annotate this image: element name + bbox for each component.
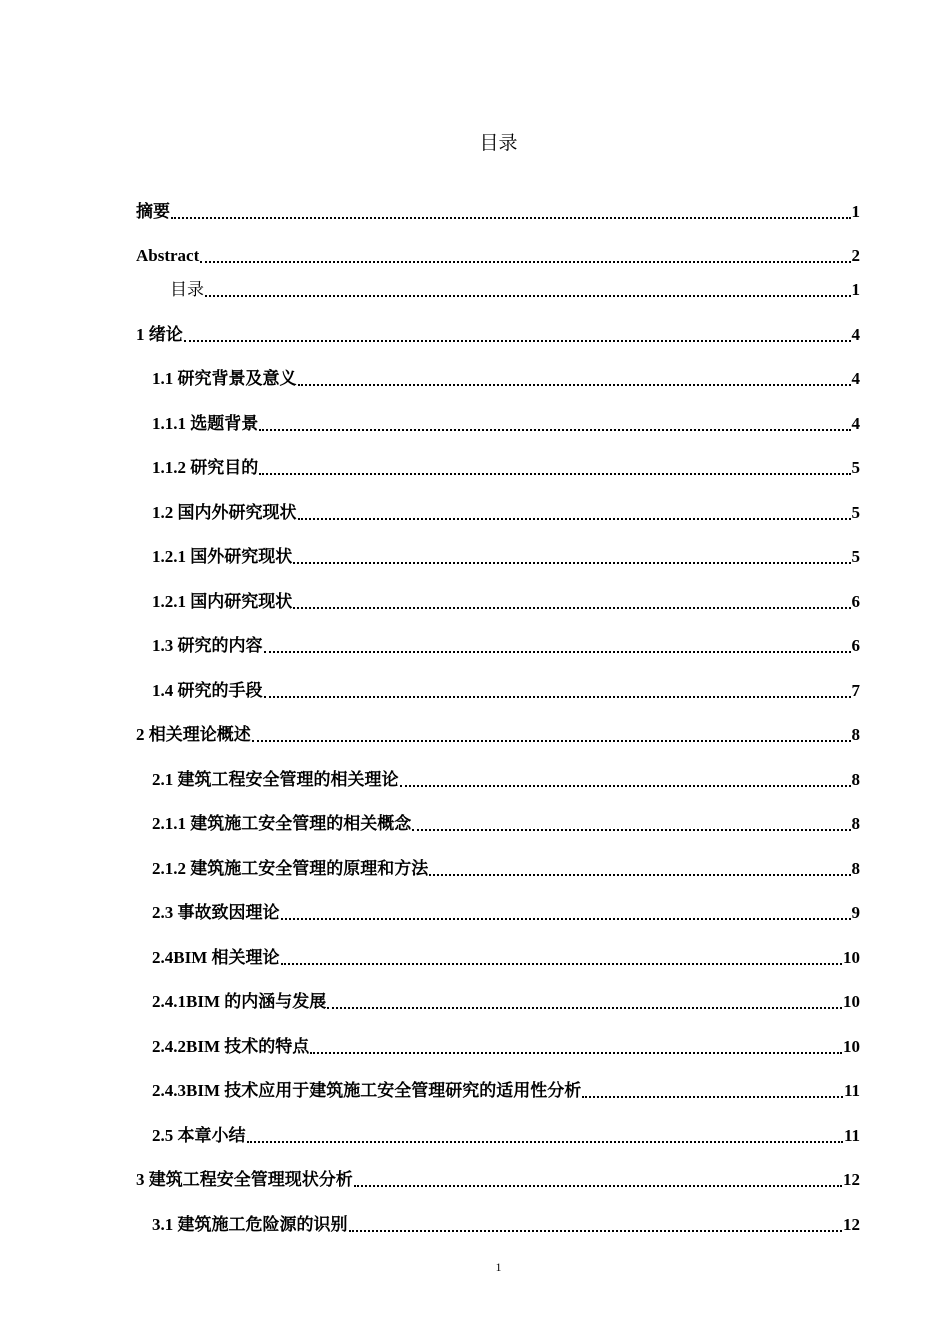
- toc-entry-label: 1.2.1 国内研究现状: [152, 592, 293, 611]
- toc-entry-page: 2: [851, 246, 860, 265]
- toc-entry-label: 1.2.1 国外研究现状: [152, 547, 293, 566]
- toc-entry-page: 12: [843, 1215, 860, 1234]
- dot-leader: [264, 696, 851, 698]
- toc-entry-label: 3.1 建筑施工危险源的识别: [152, 1215, 348, 1234]
- dot-leader: [293, 607, 850, 609]
- toc-entry-contents[interactable]: [170, 273, 860, 301]
- toc-entry-label: 2.4.2BIM 技术的特点: [152, 1037, 310, 1056]
- toc-entry-page: 8: [851, 814, 860, 833]
- toc-entry-1-1[interactable]: [152, 362, 860, 390]
- dot-leader: [281, 963, 843, 965]
- toc-entry-page: 6: [851, 636, 860, 655]
- toc-entry-2-3[interactable]: [152, 896, 860, 924]
- toc-entry-abstract-en[interactable]: [136, 239, 860, 267]
- toc-entry-1-3[interactable]: [152, 629, 860, 657]
- toc-entry-label: 1.1 研究背景及意义: [152, 369, 297, 388]
- toc-entry-page: 10: [843, 1037, 860, 1056]
- toc-entry-page: 5: [851, 458, 860, 477]
- toc-entry-page: 8: [851, 770, 860, 789]
- dot-leader: [400, 785, 851, 787]
- toc-entry-page: 4: [851, 369, 860, 388]
- dot-leader: [281, 918, 851, 920]
- toc-entry-label: 1.1.1 选题背景: [152, 414, 259, 433]
- toc-entry-page: 4: [851, 325, 860, 344]
- dot-leader: [264, 651, 851, 653]
- toc-entry-page: 6: [851, 592, 860, 611]
- toc-entry-1-2-1-domestic[interactable]: [152, 585, 860, 613]
- toc-entry-label: Abstract: [136, 246, 200, 265]
- toc-entry-label: 2.1.1 建筑施工安全管理的相关概念: [152, 814, 412, 833]
- toc-entry-page: 7: [851, 681, 860, 700]
- toc-entry-label: 目录: [170, 280, 204, 299]
- toc-entry-1-2[interactable]: [152, 496, 860, 524]
- toc-entry-3-1[interactable]: [152, 1208, 860, 1236]
- toc-entry-2-1-1[interactable]: [152, 807, 860, 835]
- dot-leader: [259, 473, 850, 475]
- dot-leader: [252, 740, 851, 742]
- toc-entry-label: 3 建筑工程安全管理现状分析: [136, 1170, 353, 1189]
- toc-entry-label: 1.2 国内外研究现状: [152, 503, 297, 522]
- toc-entry-page: 1: [851, 202, 860, 221]
- toc-entry-page: 11: [843, 1081, 860, 1100]
- toc-entry-label: 2.4BIM 相关理论: [152, 948, 280, 967]
- toc-entry-page: 5: [851, 503, 860, 522]
- dot-leader: [298, 384, 851, 386]
- toc-entry-label: 2.1.2 建筑施工安全管理的原理和方法: [152, 859, 429, 878]
- toc-entry-label: 2.4.1BIM 的内涵与发展: [152, 992, 327, 1011]
- dot-leader: [349, 1230, 843, 1232]
- toc-entry-2-4-1[interactable]: [152, 985, 860, 1013]
- toc-entry-page: 12: [843, 1170, 860, 1189]
- dot-leader: [293, 562, 850, 564]
- toc-entry-page: 10: [843, 992, 860, 1011]
- toc-entry-page: 10: [843, 948, 860, 967]
- dot-leader: [327, 1007, 842, 1009]
- toc-entry-page: 9: [851, 903, 860, 922]
- toc-entry-2-5[interactable]: [152, 1119, 860, 1147]
- dot-leader: [205, 295, 851, 297]
- toc-entry-label: 1.4 研究的手段: [152, 681, 263, 700]
- toc-entry-2-4-2[interactable]: [152, 1030, 860, 1058]
- toc-entry-label: 2.5 本章小结: [152, 1126, 246, 1145]
- toc-entry-1-2-1-foreign[interactable]: [152, 540, 860, 568]
- toc-entry-2-4-3[interactable]: [152, 1074, 860, 1102]
- dot-leader: [247, 1141, 843, 1143]
- toc-entry-page: 5: [851, 547, 860, 566]
- toc-entry-2-1[interactable]: [152, 763, 860, 791]
- dot-leader: [429, 874, 850, 876]
- toc-entry-label: 2.1 建筑工程安全管理的相关理论: [152, 770, 399, 789]
- dot-leader: [412, 829, 850, 831]
- dot-leader: [310, 1052, 842, 1054]
- toc-title: 目录: [479, 133, 518, 154]
- dot-leader: [298, 518, 851, 520]
- toc-entry-2-1-2[interactable]: [152, 852, 860, 880]
- toc-entry-label: 1.1.2 研究目的: [152, 458, 259, 477]
- dot-leader: [582, 1096, 843, 1098]
- dot-leader: [171, 217, 851, 219]
- dot-leader: [259, 429, 850, 431]
- toc-entry-page: 8: [851, 859, 860, 878]
- toc-entry-ch1[interactable]: [136, 318, 860, 346]
- page-number: 1: [495, 1260, 502, 1274]
- toc-entry-label: 2.4.3BIM 技术应用于建筑施工安全管理研究的适用性分析: [152, 1081, 582, 1100]
- toc-entry-label: 2 相关理论概述: [136, 725, 251, 744]
- toc-entry-label: 1 绪论: [136, 325, 183, 344]
- toc-entry-page: 1: [851, 280, 860, 299]
- toc-entry-1-1-2[interactable]: [152, 451, 860, 479]
- toc-entry-page: 11: [843, 1126, 860, 1145]
- toc-entry-label: 摘要: [136, 202, 170, 221]
- toc-entry-label: 1.3 研究的内容: [152, 636, 263, 655]
- toc-entry-2-4[interactable]: [152, 941, 860, 969]
- dot-leader: [200, 261, 850, 263]
- dot-leader: [184, 340, 851, 342]
- toc-entry-1-4[interactable]: [152, 674, 860, 702]
- toc-entry-page: 4: [851, 414, 860, 433]
- toc-entry-1-1-1[interactable]: [152, 407, 860, 435]
- toc-entry-ch3[interactable]: [136, 1163, 860, 1191]
- toc-entry-page: 8: [851, 725, 860, 744]
- dot-leader: [354, 1185, 842, 1187]
- toc-entry-abstract-cn[interactable]: [136, 195, 860, 223]
- toc-entry-ch2[interactable]: [136, 718, 860, 746]
- toc-entry-label: 2.3 事故致因理论: [152, 903, 280, 922]
